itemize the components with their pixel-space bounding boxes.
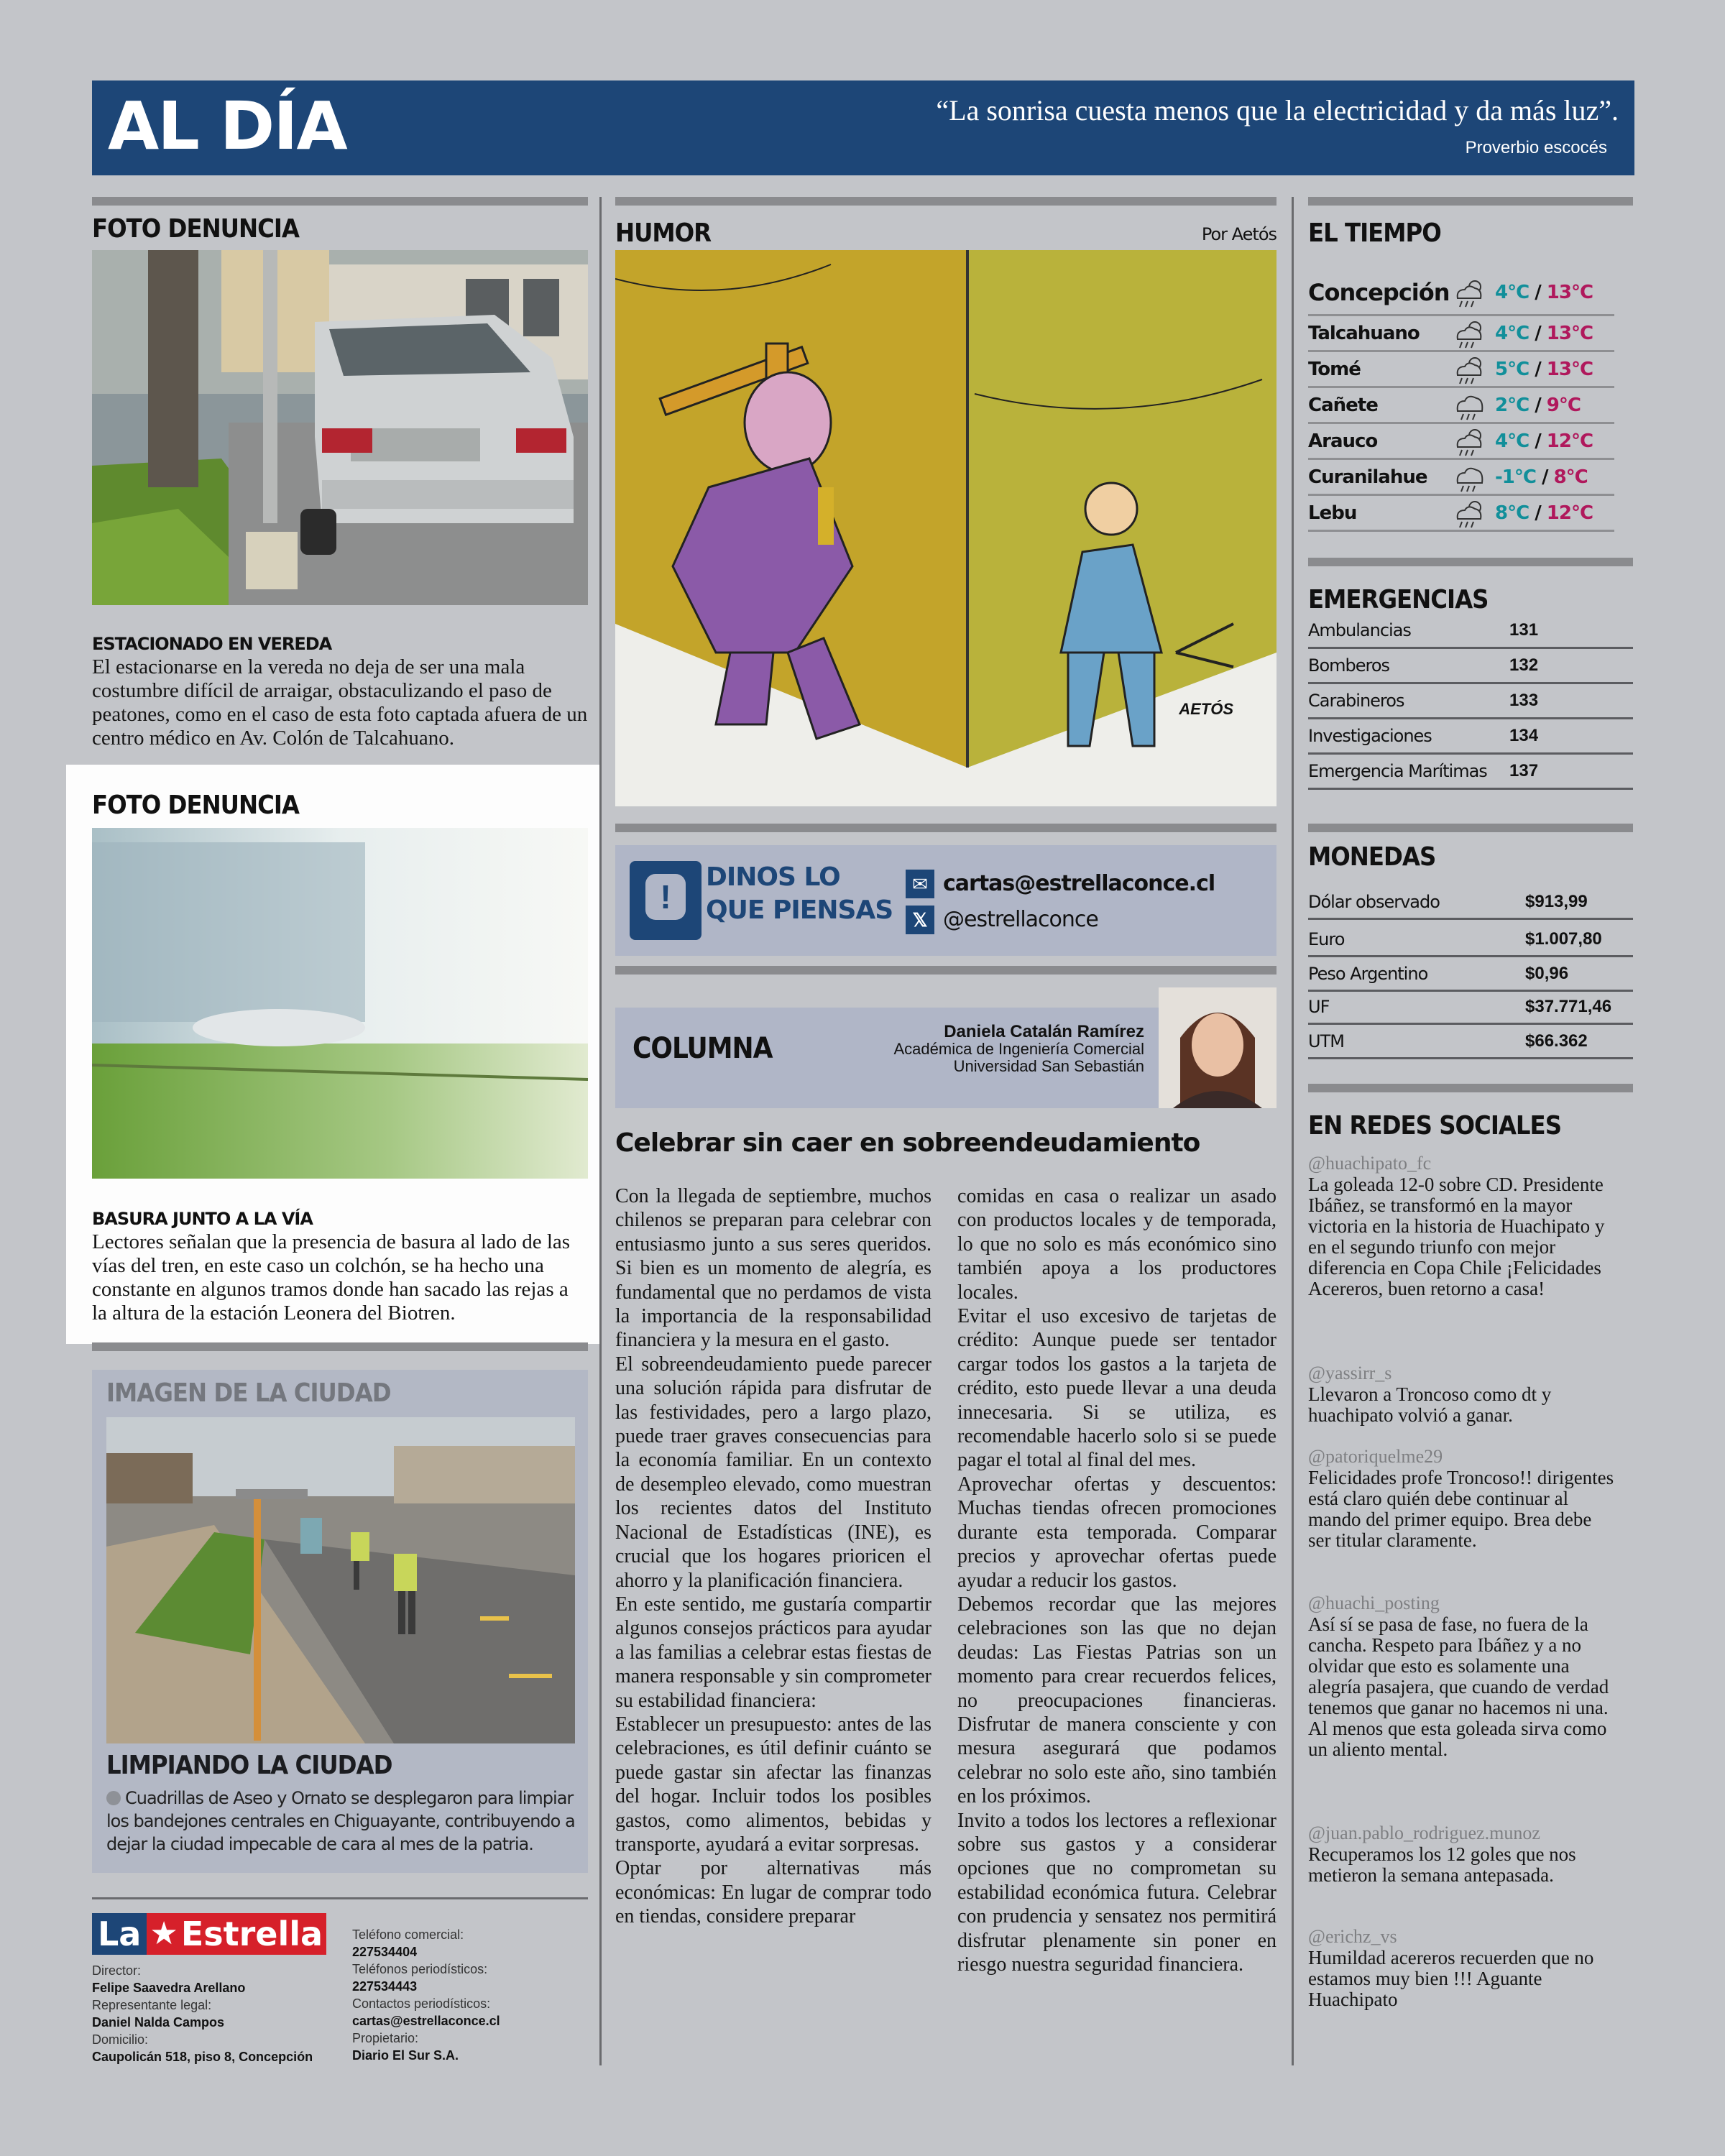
social-handle: @huachipato_fc bbox=[1308, 1153, 1432, 1174]
temp-max: 13°C bbox=[1546, 322, 1593, 344]
photo-headline: BASURA JUNTO A LA VÍA bbox=[92, 1209, 313, 1229]
social-post bbox=[1308, 1593, 1617, 1760]
city-caption bbox=[106, 1787, 575, 1856]
contact-title-line1: DINOS LO bbox=[706, 862, 840, 892]
column-separator bbox=[599, 197, 602, 2065]
temp-min: 2°C bbox=[1495, 394, 1530, 416]
temp-min: 4°C bbox=[1495, 430, 1530, 452]
address: Caupolicán 518, piso 8, Concepción bbox=[92, 2050, 313, 2064]
emergency-row bbox=[1308, 719, 1633, 755]
emergency-label: Bomberos bbox=[1308, 655, 1390, 676]
section-rule bbox=[615, 824, 1276, 832]
temp-max: 13°C bbox=[1546, 358, 1593, 380]
weather-row: Lebu 8°C / 12°C bbox=[1308, 496, 1614, 532]
masthead-quote: “La sonrisa cuesta menos que la electricidad y da más luz”. bbox=[936, 94, 1619, 126]
logo-right-text: Estrella bbox=[180, 1915, 323, 1953]
tel-press-label: Teléfonos periodísticos: bbox=[352, 1962, 488, 1976]
temp-max: 13°C bbox=[1546, 281, 1593, 303]
temp-max: 12°C bbox=[1546, 502, 1593, 524]
temp-max: 9°C bbox=[1546, 394, 1581, 416]
x-icon: 𝕏 bbox=[906, 906, 934, 934]
footer-contacts bbox=[352, 1926, 589, 2064]
social-handle: @erichz_vs bbox=[1308, 1926, 1397, 1947]
section-title: AL DÍA bbox=[108, 88, 346, 165]
imagen-ciudad-title: IMAGEN DE LA CIUDAD bbox=[106, 1378, 391, 1408]
currency-value: $1.007,80 bbox=[1525, 929, 1602, 949]
tel-commercial-label: Teléfono comercial: bbox=[352, 1927, 464, 1942]
emergency-row bbox=[1308, 614, 1633, 649]
column-headline: Celebrar sin caer en sobreendeudamiento bbox=[615, 1128, 1200, 1158]
emergency-label: Ambulancias bbox=[1308, 620, 1411, 640]
footer-rule bbox=[92, 1897, 588, 1899]
column-text-col2: comidas en casa o realizar un asado con productos locales y de temporada, lo que no solo es más económico sino también apoya a los productores locales. Evitar el uso excesivo de tarjetas de crédito: Aunque puede ser tentador cargar todos los gastos a la tarjeta de crédito, esto puede llevar a una deuda innecesaria. Si se utiliza, es recomendable hacerlo solo si se puede pagar el total al final del mes. Aprovechar ofertas y descuentos: Muchas tiendas ofrecen promociones durante esta temporada. Comparar precios y aprovechar ofertas puede ayudar a reducir los gastos. Debemos recordar que las mejores celebraciones son las que no dejan deudas: Las Fiestas Patrias son un momento para crear recuerdos felices, no preocupaciones financieras. Disfrutar de manera consciente y con mesura asegurará que podamos celebrar no solo este año, sino también en los próximos. Invito a todos los lectores a reflexionar sobre sus gastos y a considerar opciones que no comprometan su estabilidad económica futura. Celebrar con prudencia y sensatez nos permitirá disfrutar plenamente sin poner en riesgo nuestra seguridad financiera. bbox=[957, 1185, 1276, 1976]
rep-name: Daniel Nalda Campos bbox=[92, 2015, 225, 2030]
social-post bbox=[1308, 1926, 1617, 2010]
temp-min: -1°C bbox=[1495, 466, 1536, 488]
photo-parked-car bbox=[92, 250, 588, 605]
rain-cloud-icon bbox=[1452, 461, 1495, 493]
rain-sun-icon bbox=[1452, 318, 1495, 349]
quote-author: Proverbio escocés bbox=[1465, 138, 1607, 157]
social-handle: @yassirr_s bbox=[1308, 1363, 1392, 1383]
social-post bbox=[1308, 1446, 1617, 1551]
rain-sun-icon bbox=[1452, 354, 1495, 385]
columnist-university: Universidad San Sebastián bbox=[953, 1057, 1144, 1075]
city-name: Arauco bbox=[1308, 430, 1378, 452]
city-caption-text: Cuadrillas de Aseo y Ornato se desplegaron para limpiar los bandejones centrales en Chiguayante, contribuyendo a dejar la ciudad impecable de cara al mes de la patria. bbox=[106, 1788, 575, 1854]
bullet-icon bbox=[106, 1791, 121, 1805]
currency-row bbox=[1308, 885, 1633, 920]
section-rule bbox=[615, 197, 1276, 206]
currency-row bbox=[1308, 1025, 1633, 1059]
emergency-label: Emergencia Marítimas bbox=[1308, 761, 1487, 781]
column-separator bbox=[1292, 197, 1294, 2065]
contact-email: cartas@estrellaconce.cl bbox=[352, 2014, 500, 2028]
redes-title: EN REDES SOCIALES bbox=[1308, 1111, 1562, 1141]
temp-min: 8°C bbox=[1495, 502, 1530, 524]
foto-denuncia-title: FOTO DENUNCIA bbox=[92, 791, 299, 820]
estrella-logo bbox=[92, 1913, 326, 1955]
social-handle: @juan.pablo_rodriguez.munoz bbox=[1308, 1823, 1540, 1843]
city-name: Cañete bbox=[1308, 394, 1378, 416]
temp-min: 5°C bbox=[1495, 358, 1530, 380]
director-label: Director: bbox=[92, 1963, 142, 1978]
rain-sun-icon bbox=[1452, 425, 1495, 457]
el-tiempo-title: EL TIEMPO bbox=[1308, 218, 1441, 248]
contact-title-line2: QUE PIENSAS bbox=[706, 895, 893, 925]
photo-railway-mattress bbox=[92, 828, 588, 1179]
social-handle: @patoriquelme29 bbox=[1308, 1446, 1443, 1467]
social-post bbox=[1308, 1153, 1617, 1299]
currency-label: UF bbox=[1308, 996, 1330, 1017]
currency-label: Euro bbox=[1308, 929, 1345, 949]
weather-row: Cañete 2°C / 9°C bbox=[1308, 388, 1614, 424]
columnist-name: Daniela Catalán Ramírez bbox=[944, 1022, 1144, 1041]
contact-x-handle[interactable]: @estrellaconce bbox=[943, 907, 1098, 932]
city-name: Lebu bbox=[1308, 502, 1357, 524]
city-name: Talcahuano bbox=[1308, 322, 1420, 344]
city-name: Tomé bbox=[1308, 358, 1361, 380]
monedas-title: MONEDAS bbox=[1308, 842, 1436, 872]
weather-row: Arauco 4°C / 12°C bbox=[1308, 424, 1614, 460]
rep-label: Representante legal: bbox=[92, 1998, 212, 2012]
photo-headline: ESTACIONADO EN VEREDA bbox=[92, 634, 332, 654]
address-label: Domicilio: bbox=[92, 2032, 149, 2047]
director-name: Felipe Saavedra Arellano bbox=[92, 1981, 246, 1995]
photo-street-cleaning bbox=[106, 1417, 575, 1743]
emergencias-title: EMERGENCIAS bbox=[1308, 585, 1489, 614]
section-rule bbox=[1308, 197, 1633, 206]
temp-max: 12°C bbox=[1546, 430, 1593, 452]
columnist-role: Académica de Ingeniería Comercial bbox=[893, 1040, 1144, 1058]
column-text-col1: Con la llegada de septiembre, muchos chilenos se preparan para celebrar con entusiasmo junto a sus seres queridos. Si bien es un momento de alegría, es fundamental que no perdamos de vista la importancia de la responsabilidad financiera y la mesura en el gasto. El sobreendeudamiento puede parecer una solución rápida para disfrutar de las festividades, pero a largo plazo, puede traer graves consecuencias para la economía familiar. En un contexto de desempleo elevado, como muestran los recientes datos del Instituto Nacional de Estadísticas (INE), es crucial que los hogares prioricen el ahorro y la planificación financiera. En este sentido, me gustaría compartir algunos consejos prácticos para ayudar a las familias a celebrar estas fiestas de manera responsable y sin comprometer su estabilidad financiera: Establecer un presupuesto: antes de las celebraciones, es útil definir cuánto se puede gastar sin afectar las finanzas del hogar. Incluir todos los posibles gastos, como alimentos, bebidas y transporte, ayudará a evitar sorpresas. Optar por alternativas más económicas: En lugar de comprar todo en tiendas, considere preparar bbox=[615, 1185, 932, 1928]
emergency-row bbox=[1308, 684, 1633, 719]
columna-title: COLUMNA bbox=[632, 1032, 773, 1065]
currency-label: Peso Argentino bbox=[1308, 963, 1428, 984]
emergency-label: Carabineros bbox=[1308, 691, 1404, 711]
currency-label: Dólar observado bbox=[1308, 891, 1440, 912]
emergency-label: Investigaciones bbox=[1308, 726, 1432, 746]
emergency-number: 134 bbox=[1509, 726, 1539, 745]
owner-label: Propietario: bbox=[352, 2031, 419, 2045]
photo-caption: El estacionarse en la vereda no deja de ser una mala costumbre difícil de arraigar, obstaculizando el paso de peatones, como en el caso de esta foto captada afuera de un centro médico en Av. Colón de Talcahuano. bbox=[92, 655, 588, 750]
humor-title: HUMOR bbox=[615, 218, 712, 248]
currency-value: $913,99 bbox=[1525, 891, 1588, 911]
currency-row bbox=[1308, 923, 1633, 957]
section-rule bbox=[92, 1342, 588, 1351]
currency-value: $66.362 bbox=[1525, 1031, 1588, 1051]
section-rule bbox=[1308, 558, 1633, 566]
foto-denuncia-title: FOTO DENUNCIA bbox=[92, 214, 299, 244]
section-rule bbox=[92, 197, 588, 206]
logo-left-text: La bbox=[92, 1913, 147, 1955]
city-name: Concepción bbox=[1308, 278, 1450, 306]
social-handle: @huachi_posting bbox=[1308, 1593, 1440, 1613]
contact-title bbox=[706, 861, 893, 927]
currency-row bbox=[1308, 990, 1633, 1025]
emergency-row bbox=[1308, 649, 1633, 684]
mail-icon: ✉ bbox=[906, 870, 934, 898]
weather-row: Concepción 4°C / 13°C bbox=[1308, 270, 1614, 316]
emergency-number: 137 bbox=[1509, 761, 1539, 780]
emergency-number: 132 bbox=[1509, 655, 1539, 675]
cartoon-signature: AETÓS bbox=[1179, 700, 1233, 718]
weather-row: Curanilahue -1°C / 8°C bbox=[1308, 460, 1614, 496]
humor-author: Por Aetós bbox=[1201, 224, 1276, 244]
emergency-number: 133 bbox=[1509, 691, 1539, 710]
social-post bbox=[1308, 1823, 1617, 1886]
humor-cartoon bbox=[615, 250, 1276, 806]
section-rule bbox=[1308, 1084, 1633, 1092]
section-rule bbox=[1308, 824, 1633, 832]
social-text: La goleada 12-0 sobre CD. Presidente Ibáñez, se transformó en la mayor victoria en la historia de Huachipato y en el segundo triunfo con mejor diferencia en Copa Chile ¡Felicidades Acereros, buen retorno a casa! bbox=[1308, 1174, 1605, 1299]
currency-value: $37.771,46 bbox=[1525, 996, 1612, 1016]
temp-max: 8°C bbox=[1553, 466, 1588, 488]
currency-label: UTM bbox=[1308, 1031, 1344, 1051]
social-text: Felicidades profe Troncoso!! dirigentes está claro quién debe continuar al mando del primer equipo. Brea debe ser titular claramente. bbox=[1308, 1467, 1614, 1551]
city-name: Curanilahue bbox=[1308, 466, 1427, 488]
columnist-photo bbox=[1159, 987, 1276, 1108]
tel-press: 227534443 bbox=[352, 1979, 418, 1994]
contact-box bbox=[615, 845, 1276, 956]
currency-row bbox=[1308, 957, 1633, 992]
emergency-row bbox=[1308, 755, 1633, 790]
city-headline: LIMPIANDO LA CIUDAD bbox=[106, 1751, 392, 1780]
temp-min: 4°C bbox=[1495, 322, 1530, 344]
social-post bbox=[1308, 1363, 1617, 1426]
owner: Diario El Sur S.A. bbox=[352, 2048, 459, 2063]
speech-bubble-icon: ! bbox=[630, 861, 702, 940]
rain-cloud-icon bbox=[1452, 390, 1495, 421]
star-icon: ★ bbox=[150, 1916, 178, 1951]
rain-sun-icon bbox=[1452, 277, 1495, 308]
footer-staff bbox=[92, 1962, 329, 2065]
contact-label: Contactos periodísticos: bbox=[352, 1996, 491, 2011]
tel-commercial: 227534404 bbox=[352, 1945, 418, 1959]
contact-email[interactable]: cartas@estrellaconce.cl bbox=[943, 871, 1215, 896]
photo-caption: Lectores señalan que la presencia de basura al lado de las vías del tren, en este caso un colchón, se ha hecho una constante en algunos tramos donde han sacado las rejas a la altura de la estación Leonera del Biotren. bbox=[92, 1230, 571, 1325]
rain-sun-icon bbox=[1452, 497, 1495, 529]
masthead bbox=[92, 80, 1634, 175]
columnist-info bbox=[893, 1023, 1144, 1075]
emergency-number: 131 bbox=[1509, 620, 1539, 640]
section-rule bbox=[615, 966, 1276, 975]
weather-row: Tomé 5°C / 13°C bbox=[1308, 352, 1614, 388]
social-text: Así sí se pasa de fase, no fuera de la cancha. Respeto para Ibáñez y a no olvidar que esto es solamente una alegría pasajera, que cuando de verdad tenemos que ganar no hacemos ni una. Al menos que esta goleada sirva como un aliento mental. bbox=[1308, 1613, 1609, 1760]
social-text: Recuperamos los 12 goles que nos metieron la semana antepasada. bbox=[1308, 1843, 1576, 1886]
social-text: Llevaron a Troncoso como dt y huachipato volvió a ganar. bbox=[1308, 1383, 1552, 1426]
temp-min: 4°C bbox=[1495, 281, 1530, 303]
weather-row: Talcahuano 4°C / 13°C bbox=[1308, 316, 1614, 352]
currency-value: $0,96 bbox=[1525, 963, 1569, 983]
social-text: Humildad acereros recuerden que no estamos muy bien !!! Aguante Huachipato bbox=[1308, 1947, 1594, 2010]
